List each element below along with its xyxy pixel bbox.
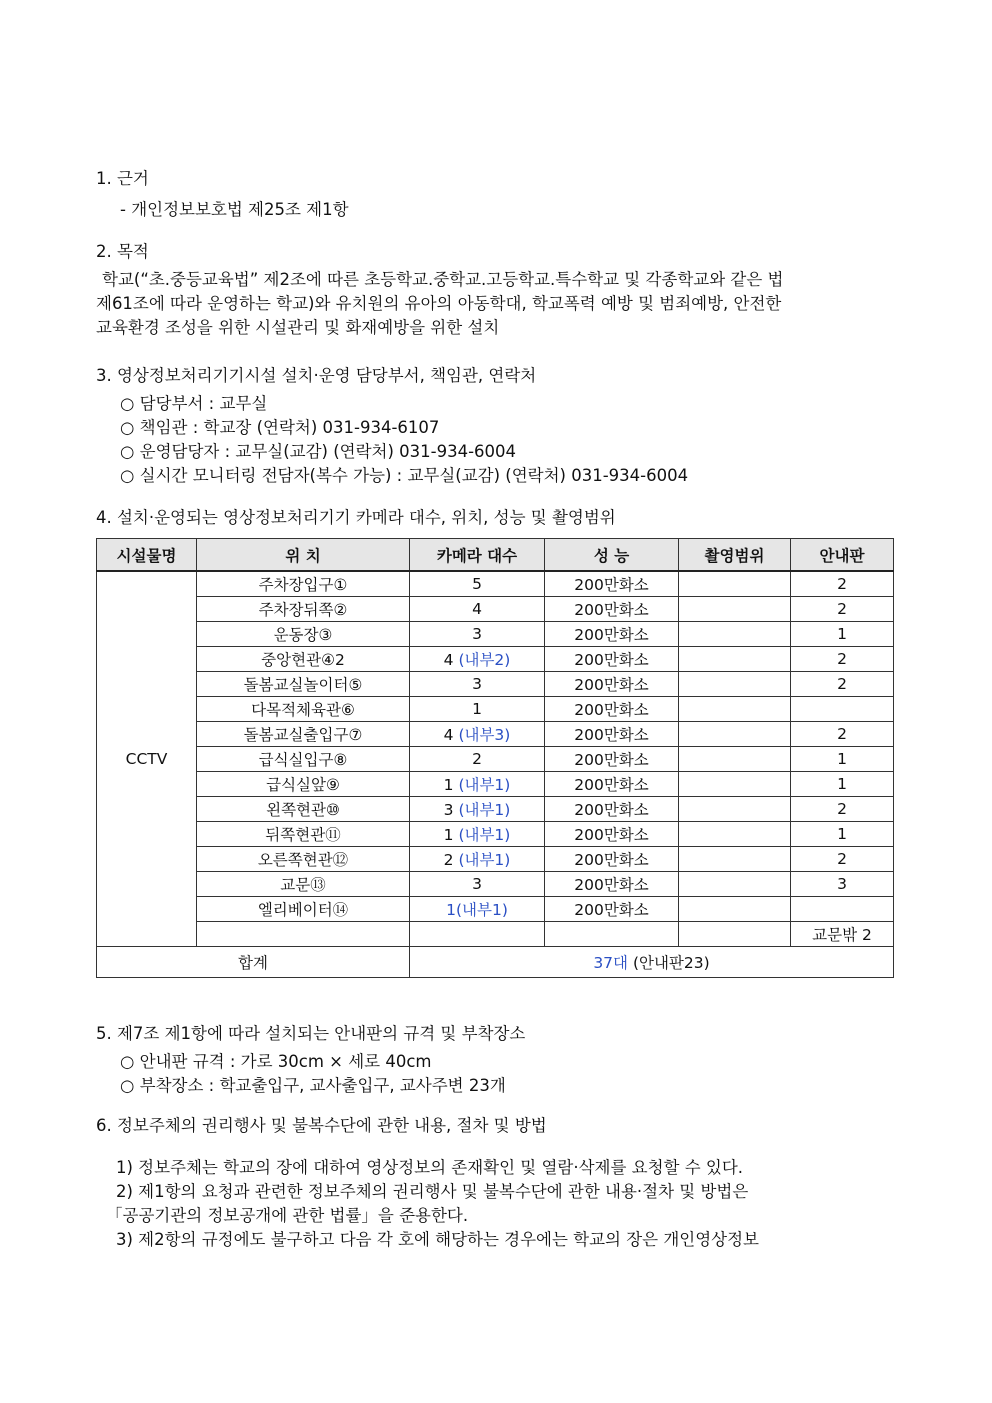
performance-cell: 200만화소 <box>545 722 679 747</box>
count-cell <box>410 822 545 847</box>
location-cell: 급식실앞⑨ <box>197 772 410 797</box>
table-row <box>97 622 894 647</box>
count-cell <box>410 747 545 772</box>
range-cell <box>679 797 791 822</box>
total-row <box>97 947 894 978</box>
range-cell <box>679 672 791 697</box>
count-cell <box>410 797 545 822</box>
performance-cell: 200만화소 <box>545 772 679 797</box>
sign-cell: 1 <box>791 822 894 847</box>
total-label: 합계 <box>97 947 410 978</box>
performance-cell: 200만화소 <box>545 597 679 622</box>
range-cell <box>679 622 791 647</box>
location-cell: 급식실입구⑧ <box>197 747 410 772</box>
header-performance: 성 능 <box>545 539 679 572</box>
location-cell: 엘리베이터⑭ <box>197 897 410 922</box>
inner-count: (내부1) <box>458 826 511 844</box>
table-row <box>97 847 894 872</box>
count-cell <box>410 722 545 747</box>
performance-cell: 200만화소 <box>545 897 679 922</box>
count-value: 3 <box>472 625 482 643</box>
count-value: 3 <box>472 875 482 893</box>
count-value: 4 <box>443 726 459 744</box>
location-cell: 주차장뒤쪽② <box>197 597 410 622</box>
performance-cell: 200만화소 <box>545 697 679 722</box>
section-6-title: 6. 정보주체의 권리행사 및 불복수단에 관한 내용, 절차 및 방법 <box>96 1116 547 1135</box>
section-4-title: 4. 설치·운영되는 영상정보처리기기 카메라 대수, 위치, 성능 및 촬영범위 <box>96 508 616 527</box>
sign-cell: 1 <box>791 747 894 772</box>
performance-cell: 200만화소 <box>545 872 679 897</box>
count-cell <box>410 622 545 647</box>
section-1-item: - 개인정보보호법 제25조 제1항 <box>120 200 349 219</box>
count-cell <box>410 872 545 897</box>
sign-cell: 2 <box>791 647 894 672</box>
section-2-line: 제61조에 따라 운영하는 학교)와 유치원의 유아의 아동학대, 학교폭력 예방 및 범죄예방, 안전한 <box>96 294 782 313</box>
range-cell <box>679 597 791 622</box>
total-signs: (안내판23) <box>628 954 710 972</box>
count-cell <box>410 571 545 597</box>
location-cell: 주차장입구① <box>197 571 410 597</box>
range-cell <box>679 847 791 872</box>
sign-cell: 2 <box>791 597 894 622</box>
sign-cell: 1 <box>791 772 894 797</box>
table-row <box>97 797 894 822</box>
section-6-line: 2) 제1항의 요청과 관련한 정보주체의 권리행사 및 불복수단에 관한 내용·절차 및 방법은 <box>116 1182 749 1201</box>
count-value: 1 <box>443 826 459 844</box>
section-3-item: ○ 실시간 모니터링 전담자(복수 가능) : 교무실(교감) (연락처) 031-934-6004 <box>120 466 689 485</box>
count-value: 1(내부1) <box>446 901 508 919</box>
performance-cell: 200만화소 <box>545 822 679 847</box>
location-cell: 오른쪽현관⑫ <box>197 847 410 872</box>
count-cell <box>410 597 545 622</box>
section-3-item: ○ 책임관 : 학교장 (연락처) 031-934-6107 <box>120 418 440 437</box>
count-cell <box>410 847 545 872</box>
performance-cell: 200만화소 <box>545 571 679 597</box>
section-6-line: 3) 제2항의 규정에도 불구하고 다음 각 호에 해당하는 경우에는 학교의 장은 개인영상정보 <box>116 1230 759 1249</box>
total-value <box>410 947 894 978</box>
section-2-line: 학교(“초.중등교육법” 제2조에 따른 초등학교.중학교.고등학교.특수학교 및 각종학교와 같은 법 <box>102 270 784 289</box>
sign-cell: 2 <box>791 847 894 872</box>
range-cell <box>679 722 791 747</box>
count-value: 2 <box>443 851 459 869</box>
count-value: 4 <box>472 600 482 618</box>
location-cell: 다목적체육관⑥ <box>197 697 410 722</box>
performance-cell: 200만화소 <box>545 747 679 772</box>
count-value: 3 <box>472 675 482 693</box>
inner-count: (내부2) <box>458 651 511 669</box>
table-row <box>97 647 894 672</box>
count-value: 2 <box>472 750 482 768</box>
section-6-line: 「공공기관의 정보공개에 관한 법률」을 준용한다. <box>106 1206 469 1225</box>
header-shooting-range: 촬영범위 <box>679 539 791 572</box>
section-5-title: 5. 제7조 제1항에 따라 설치되는 안내판의 규격 및 부착장소 <box>96 1024 526 1043</box>
performance-cell <box>545 922 679 947</box>
performance-cell: 200만화소 <box>545 672 679 697</box>
location-cell: 중앙현관④2 <box>197 647 410 672</box>
performance-cell: 200만화소 <box>545 797 679 822</box>
inner-count: (내부3) <box>458 726 511 744</box>
location-cell: 돌봄교실놀이터⑤ <box>197 672 410 697</box>
location-cell <box>197 922 410 947</box>
location-cell: 운동장③ <box>197 622 410 647</box>
facility-cell: CCTV <box>97 571 197 947</box>
table-row <box>97 897 894 922</box>
location-cell: 돌봄교실출입구⑦ <box>197 722 410 747</box>
section-2-line: 교육환경 조성을 위한 시설관리 및 화재예방을 위한 설치 <box>96 318 500 337</box>
table-row <box>97 697 894 722</box>
section-3-title: 3. 영상정보처리기기시설 설치·운영 담당부서, 책임관, 연락처 <box>96 366 537 385</box>
range-cell <box>679 647 791 672</box>
table-row <box>97 822 894 847</box>
range-cell <box>679 897 791 922</box>
table-row <box>97 872 894 897</box>
count-cell <box>410 672 545 697</box>
sign-cell: 교문밖 2 <box>791 922 894 947</box>
range-cell <box>679 922 791 947</box>
table-row <box>97 772 894 797</box>
table-header-row <box>97 539 894 572</box>
section-1-title: 1. 근거 <box>96 169 149 188</box>
count-value: 1 <box>443 776 459 794</box>
sign-cell: 2 <box>791 722 894 747</box>
range-cell <box>679 747 791 772</box>
count-cell <box>410 772 545 797</box>
count-cell <box>410 647 545 672</box>
cctv-table <box>96 538 894 978</box>
section-5-item: ○ 부착장소 : 학교출입구, 교사출입구, 교사주변 23개 <box>120 1076 506 1095</box>
count-cell <box>410 697 545 722</box>
header-location: 위 치 <box>197 539 410 572</box>
performance-cell: 200만화소 <box>545 847 679 872</box>
location-cell: 뒤쪽현관⑪ <box>197 822 410 847</box>
range-cell <box>679 822 791 847</box>
location-cell: 왼쪽현관⑩ <box>197 797 410 822</box>
range-cell <box>679 872 791 897</box>
location-cell: 교문⑬ <box>197 872 410 897</box>
table-row <box>97 722 894 747</box>
count-cell <box>410 897 545 922</box>
table-row <box>97 571 894 597</box>
performance-cell: 200만화소 <box>545 647 679 672</box>
sign-cell <box>791 697 894 722</box>
count-value: 3 <box>443 801 459 819</box>
table-row <box>97 672 894 697</box>
table-row <box>97 922 894 947</box>
table-row <box>97 597 894 622</box>
total-count: 37대 <box>593 954 629 972</box>
count-value: 4 <box>443 651 459 669</box>
range-cell <box>679 697 791 722</box>
inner-count: (내부1) <box>458 801 511 819</box>
section-5-item: ○ 안내판 규격 : 가로 30cm × 세로 40cm <box>120 1052 432 1071</box>
table-row <box>97 747 894 772</box>
performance-cell: 200만화소 <box>545 622 679 647</box>
count-value: 5 <box>472 575 482 593</box>
range-cell <box>679 571 791 597</box>
header-signboard: 안내판 <box>791 539 894 572</box>
inner-count: (내부1) <box>458 776 511 794</box>
inner-count: (내부1) <box>458 851 511 869</box>
section-3-item: ○ 담당부서 : 교무실 <box>120 394 268 413</box>
header-camera-count: 카메라 대수 <box>410 539 545 572</box>
section-6-line: 1) 정보주체는 학교의 장에 대하여 영상정보의 존재확인 및 열람·삭제를 요청할 수 있다. <box>116 1158 744 1177</box>
sign-cell: 1 <box>791 622 894 647</box>
sign-cell: 2 <box>791 672 894 697</box>
count-cell <box>410 922 545 947</box>
count-value: 1 <box>472 700 482 718</box>
sign-cell <box>791 897 894 922</box>
section-2-title: 2. 목적 <box>96 242 149 261</box>
sign-cell: 2 <box>791 571 894 597</box>
header-facility: 시설물명 <box>97 539 197 572</box>
section-3-item: ○ 운영담당자 : 교무실(교감) (연락처) 031-934-6004 <box>120 442 517 461</box>
sign-cell: 3 <box>791 872 894 897</box>
sign-cell: 2 <box>791 797 894 822</box>
range-cell <box>679 772 791 797</box>
